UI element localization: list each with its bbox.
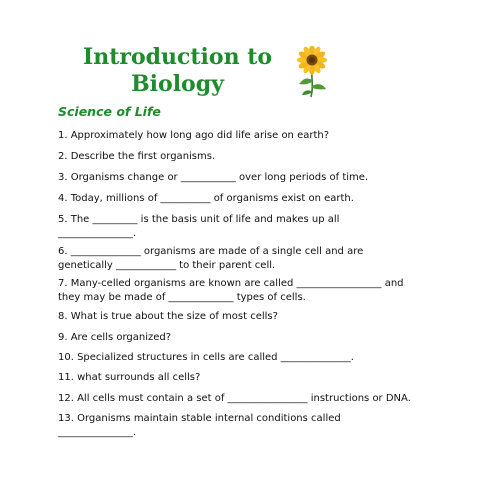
question-4: 4. Today, millions of __________ of organisms exist on earth. (58, 193, 354, 204)
sunflower-icon (293, 46, 331, 98)
question-11: 11. what surrounds all cells? (58, 372, 201, 383)
question-1: 1. Approximately how long ago did life arise on earth? (58, 130, 330, 141)
question-10: 10. Specialized structures in cells are called ______________. (58, 352, 354, 363)
question-7: 7. Many-celled organisms are known are called _________________ and (58, 278, 404, 289)
title-line-1: Introduction to (82, 44, 273, 70)
subtitle: Science of Life (58, 104, 161, 119)
question-3: 3. Organisms change or ___________ over long periods of time. (58, 172, 369, 183)
question-8: 8. What is true about the size of most cells? (58, 311, 278, 322)
question-6-continued: genetically ____________ to their parent cell. (58, 260, 276, 271)
title-line-2: Biology (131, 71, 224, 97)
question-5-continued: _______________. (58, 228, 137, 239)
question-12: 12. All cells must contain a set of ________________ instructions or DNA. (58, 393, 411, 404)
question-2: 2. Describe the first organisms. (58, 151, 216, 162)
question-5: 5. The _________ is the basis unit of life and makes up all (58, 214, 340, 225)
question-13: 13. Organisms maintain stable internal conditions called (58, 413, 341, 424)
question-6: 6. ______________ organisms are made of a single cell and are (58, 246, 364, 257)
question-13-continued: _______________. (58, 427, 137, 438)
question-9: 9. Are cells organized? (58, 332, 172, 343)
question-7-continued: they may be made of _____________ types of cells. (58, 292, 306, 303)
page-title (70, 44, 285, 98)
